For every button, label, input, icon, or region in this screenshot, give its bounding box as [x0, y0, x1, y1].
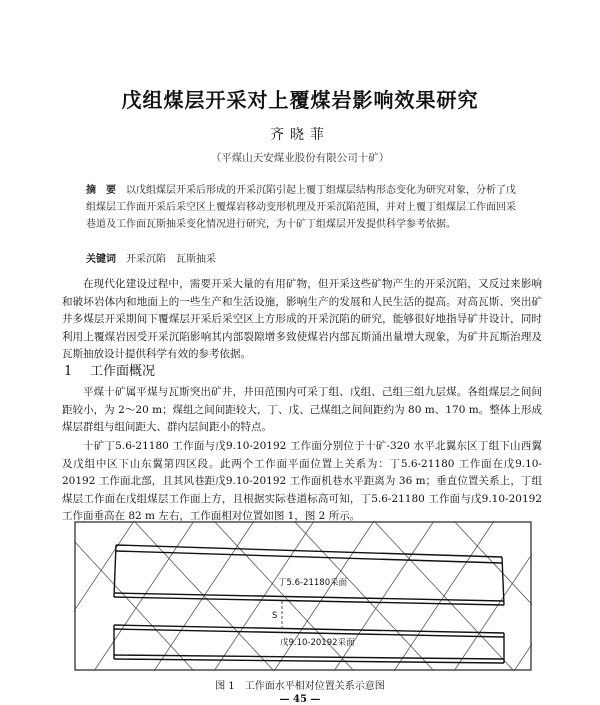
abstract-text: 以戊组煤层开采后形成的开采沉陷引起上覆丁组煤层结构形态变化为研究对象，分析了戊组煤层工作面开采后采空区上覆煤岩移动变形机理及开采沉陷范围，并对上覆丁组煤层工作面回采巷道及工作面瓦斯抽采变化情况进行研究，为十矿丁组煤层开发提供科学参考依据。: [86, 185, 516, 230]
author-affiliation: （平煤山天安煤业股份有限公司十矿）: [210, 152, 390, 164]
keywords-text: 开采沉陷 瓦斯抽采: [126, 254, 216, 265]
figure-1: [74, 521, 532, 671]
section-title: 工作面概况: [90, 364, 156, 379]
section-paragraph-2: 十矿丁5.6-21180 工作面与戊9.10-20192 工作面分别位于十矿-320 水平北翼东区丁组下山西翼及戊组中区下山东翼第四区段。此两个工作面平面位置上关系为：丁5.6-21180 工作面在戊9.10-20192 工作面北部，且其风巷距戊9.10-20192 工作面机巷水平距离为 36 m；垂直位置关系上，丁组煤层工作面在戊组煤层工作面上方，且根据实际巷道标高可知，丁5.6-21180 工作面与戊9.10-20192 工作面垂高在 82 m 左右，工作面相对位置如图 1，图 2 所示。: [62, 440, 542, 523]
keywords-label: 关键词: [86, 254, 116, 265]
section-number: 1: [64, 364, 73, 379]
grid-diagonals: [74, 521, 532, 671]
author-name: 齐晓菲: [270, 127, 330, 143]
section-paragraph-1: 平煤十矿属平煤与瓦斯突出矿井，井田范围内可采丁组、戊组、己组三组九层煤。各组煤层之间间距较小，为 2～20 m；煤组之间间距较大，丁、戊、己煤组之间间距约为 80 m、170 m。整体上形成煤层群组与组间距大、群内层间距小的特点。: [62, 386, 542, 434]
section-heading: [64, 360, 155, 379]
keywords: [86, 250, 518, 265]
figure-caption: 图 1 工作面水平相对位置关系示意图: [215, 681, 385, 692]
abstract-label: 摘 要: [86, 185, 116, 196]
page-number: — 45 —: [279, 694, 321, 705]
paper-title: 戊组煤层开采对上覆煤岩影响效果研究: [121, 88, 479, 112]
label-lower-workface: 戊9.10-20192采面: [280, 638, 355, 648]
label-s: S: [272, 611, 278, 621]
abstract: [86, 182, 518, 233]
intro-paragraph: 在现代化建设过程中，需要开采大量的有用矿物，但开采这些矿物产生的开采沉陷，又反过来影响和破坏岩体内和地面上的一些生产和生活设施，影响生产的发展和人民生活的提高。对高瓦斯、突出矿井多煤层开采期间下覆煤层开采后采空区上方形成的开采沉陷的研究，能够很好地指导矿井设计，同时利用上覆煤岩因受开采沉陷影响其内部裂隙增多致使煤岩内部瓦斯涌出量增大现象，为矿井瓦斯治理及瓦斯抽放设计提供科学有效的参考依据。: [62, 278, 542, 361]
label-upper-workface: 丁5.6-21180采面: [278, 578, 348, 588]
upper-workface: [114, 545, 504, 605]
